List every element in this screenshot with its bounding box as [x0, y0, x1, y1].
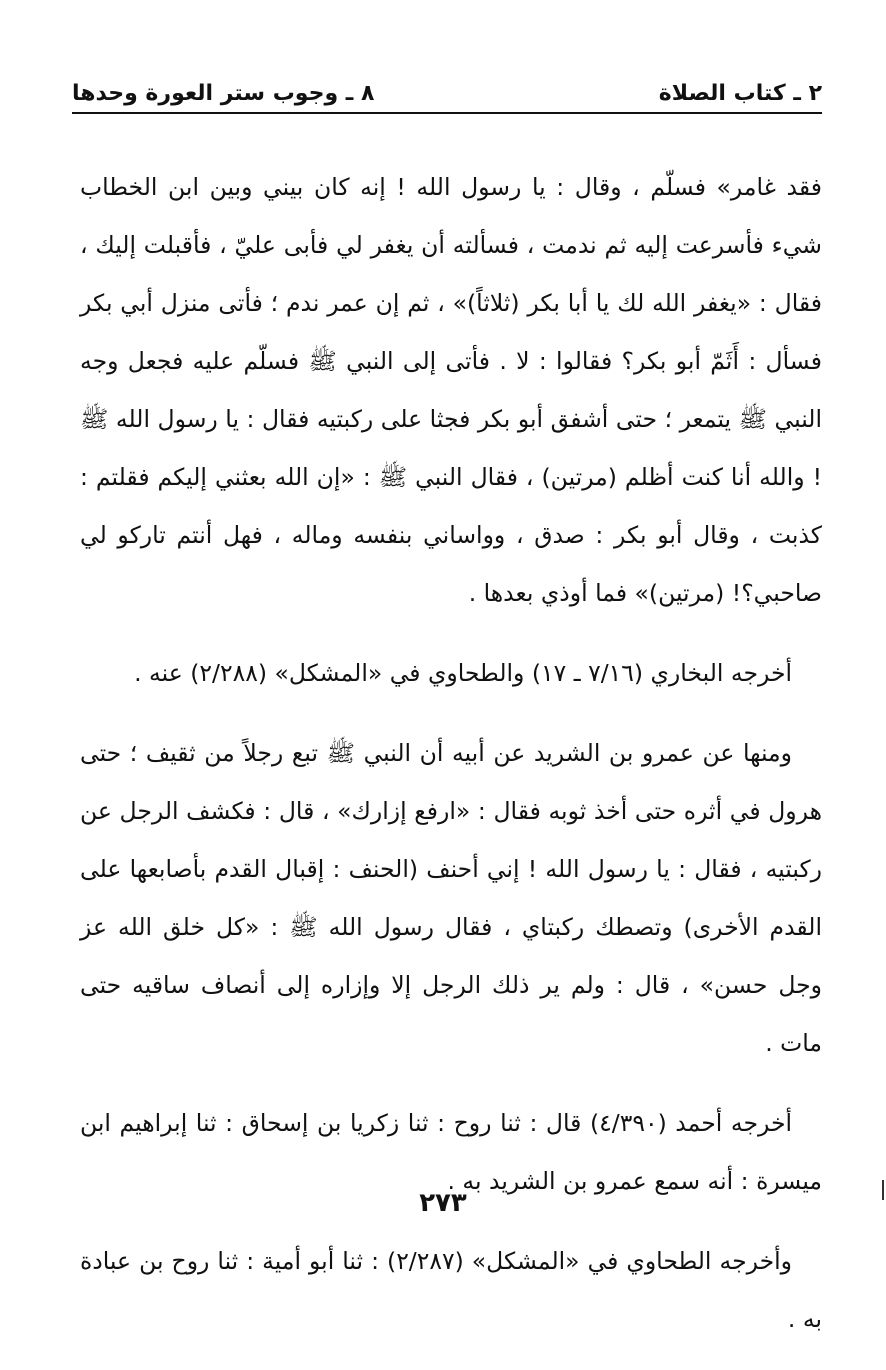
- chapter-title: ٢ ـ كتاب الصلاة: [658, 81, 822, 106]
- header-divider: [72, 112, 822, 114]
- scan-edge-mark: [882, 1180, 884, 1200]
- takhrij-paragraph: أخرجه أحمد (٤/٣٩٠) قال : ثنا روح : ثنا زكريا بن إسحاق : ثنا إبراهيم ابن ميسرة : أنه سمع عمرو بن الشريد به .: [80, 1109, 822, 1195]
- section-title: ٨ ـ وجوب ستر العورة وحدها: [72, 81, 375, 106]
- page-number: ٢٧٣: [419, 1188, 467, 1218]
- running-header: [72, 62, 822, 106]
- takhrij-paragraph: أخرجه البخاري (٧/١٦ ـ ١٧) والطحاوي في «المشكل» (٢/٢٨٨) عنه .: [134, 659, 792, 687]
- hadith-paragraph: فقد غامر» فسلّم ، وقال : يا رسول الله ! إنه كان بيني وبين ابن الخطاب شيء فأسرعت إليه ثم ندمت ، فسألته أن يغفر لي فأبى عليّ ، فأقبلت إليك ، فقال : «يغفر الله لك يا أبا بكر (ثلاثاً)» ، ثم إن عمر ندم ؛ فأتى منزل أبي بكر فسأل : أَثَمّ أبو بكر؟ فقالوا : لا . فأتى إلى النبي ﷺ فسلّم عليه فجعل وجه النبي ﷺ يتمعر ؛ حتى أشفق أبو بكر فجثا على ركبتيه فقال : يا رسول الله ﷺ ! والله أنا كنت أظلم (مرتين) ، فقال النبي ﷺ : «إن الله بعثني إليكم فقلتم : كذبت ، وقال أبو بكر : صدق ، وواساني بنفسه وماله ، فهل أنتم تاركو لي صاحبي؟! (مرتين)» فما أوذي بعدها .: [80, 173, 822, 607]
- hadith-paragraph: ومنها عن عمرو بن الشريد عن أبيه أن النبي ﷺ تبع رجلاً من ثقيف ؛ حتى هرول في أثره حتى أخذ ثوبه فقال : «ارفع إزارك» ، قال : فكشف الرجل عن ركبتيه ، فقال : يا رسول الله ! إني أحنف (الحنف : إقبال القدم بأصابعها على القدم الأخرى) وتصطك ركبتاي ، فقال رسول الله ﷺ : «كل خلق الله عز وجل حسن» ، قال : ولم ير ذلك الرجل إلا وإزاره إلى أنصاف ساقيه حتى مات .: [80, 739, 822, 1057]
- takhrij-paragraph: وأخرجه الطحاوي في «المشكل» (٢/٢٨٧) : ثنا أبو أمية : ثنا روح بن عبادة به .: [80, 1247, 822, 1333]
